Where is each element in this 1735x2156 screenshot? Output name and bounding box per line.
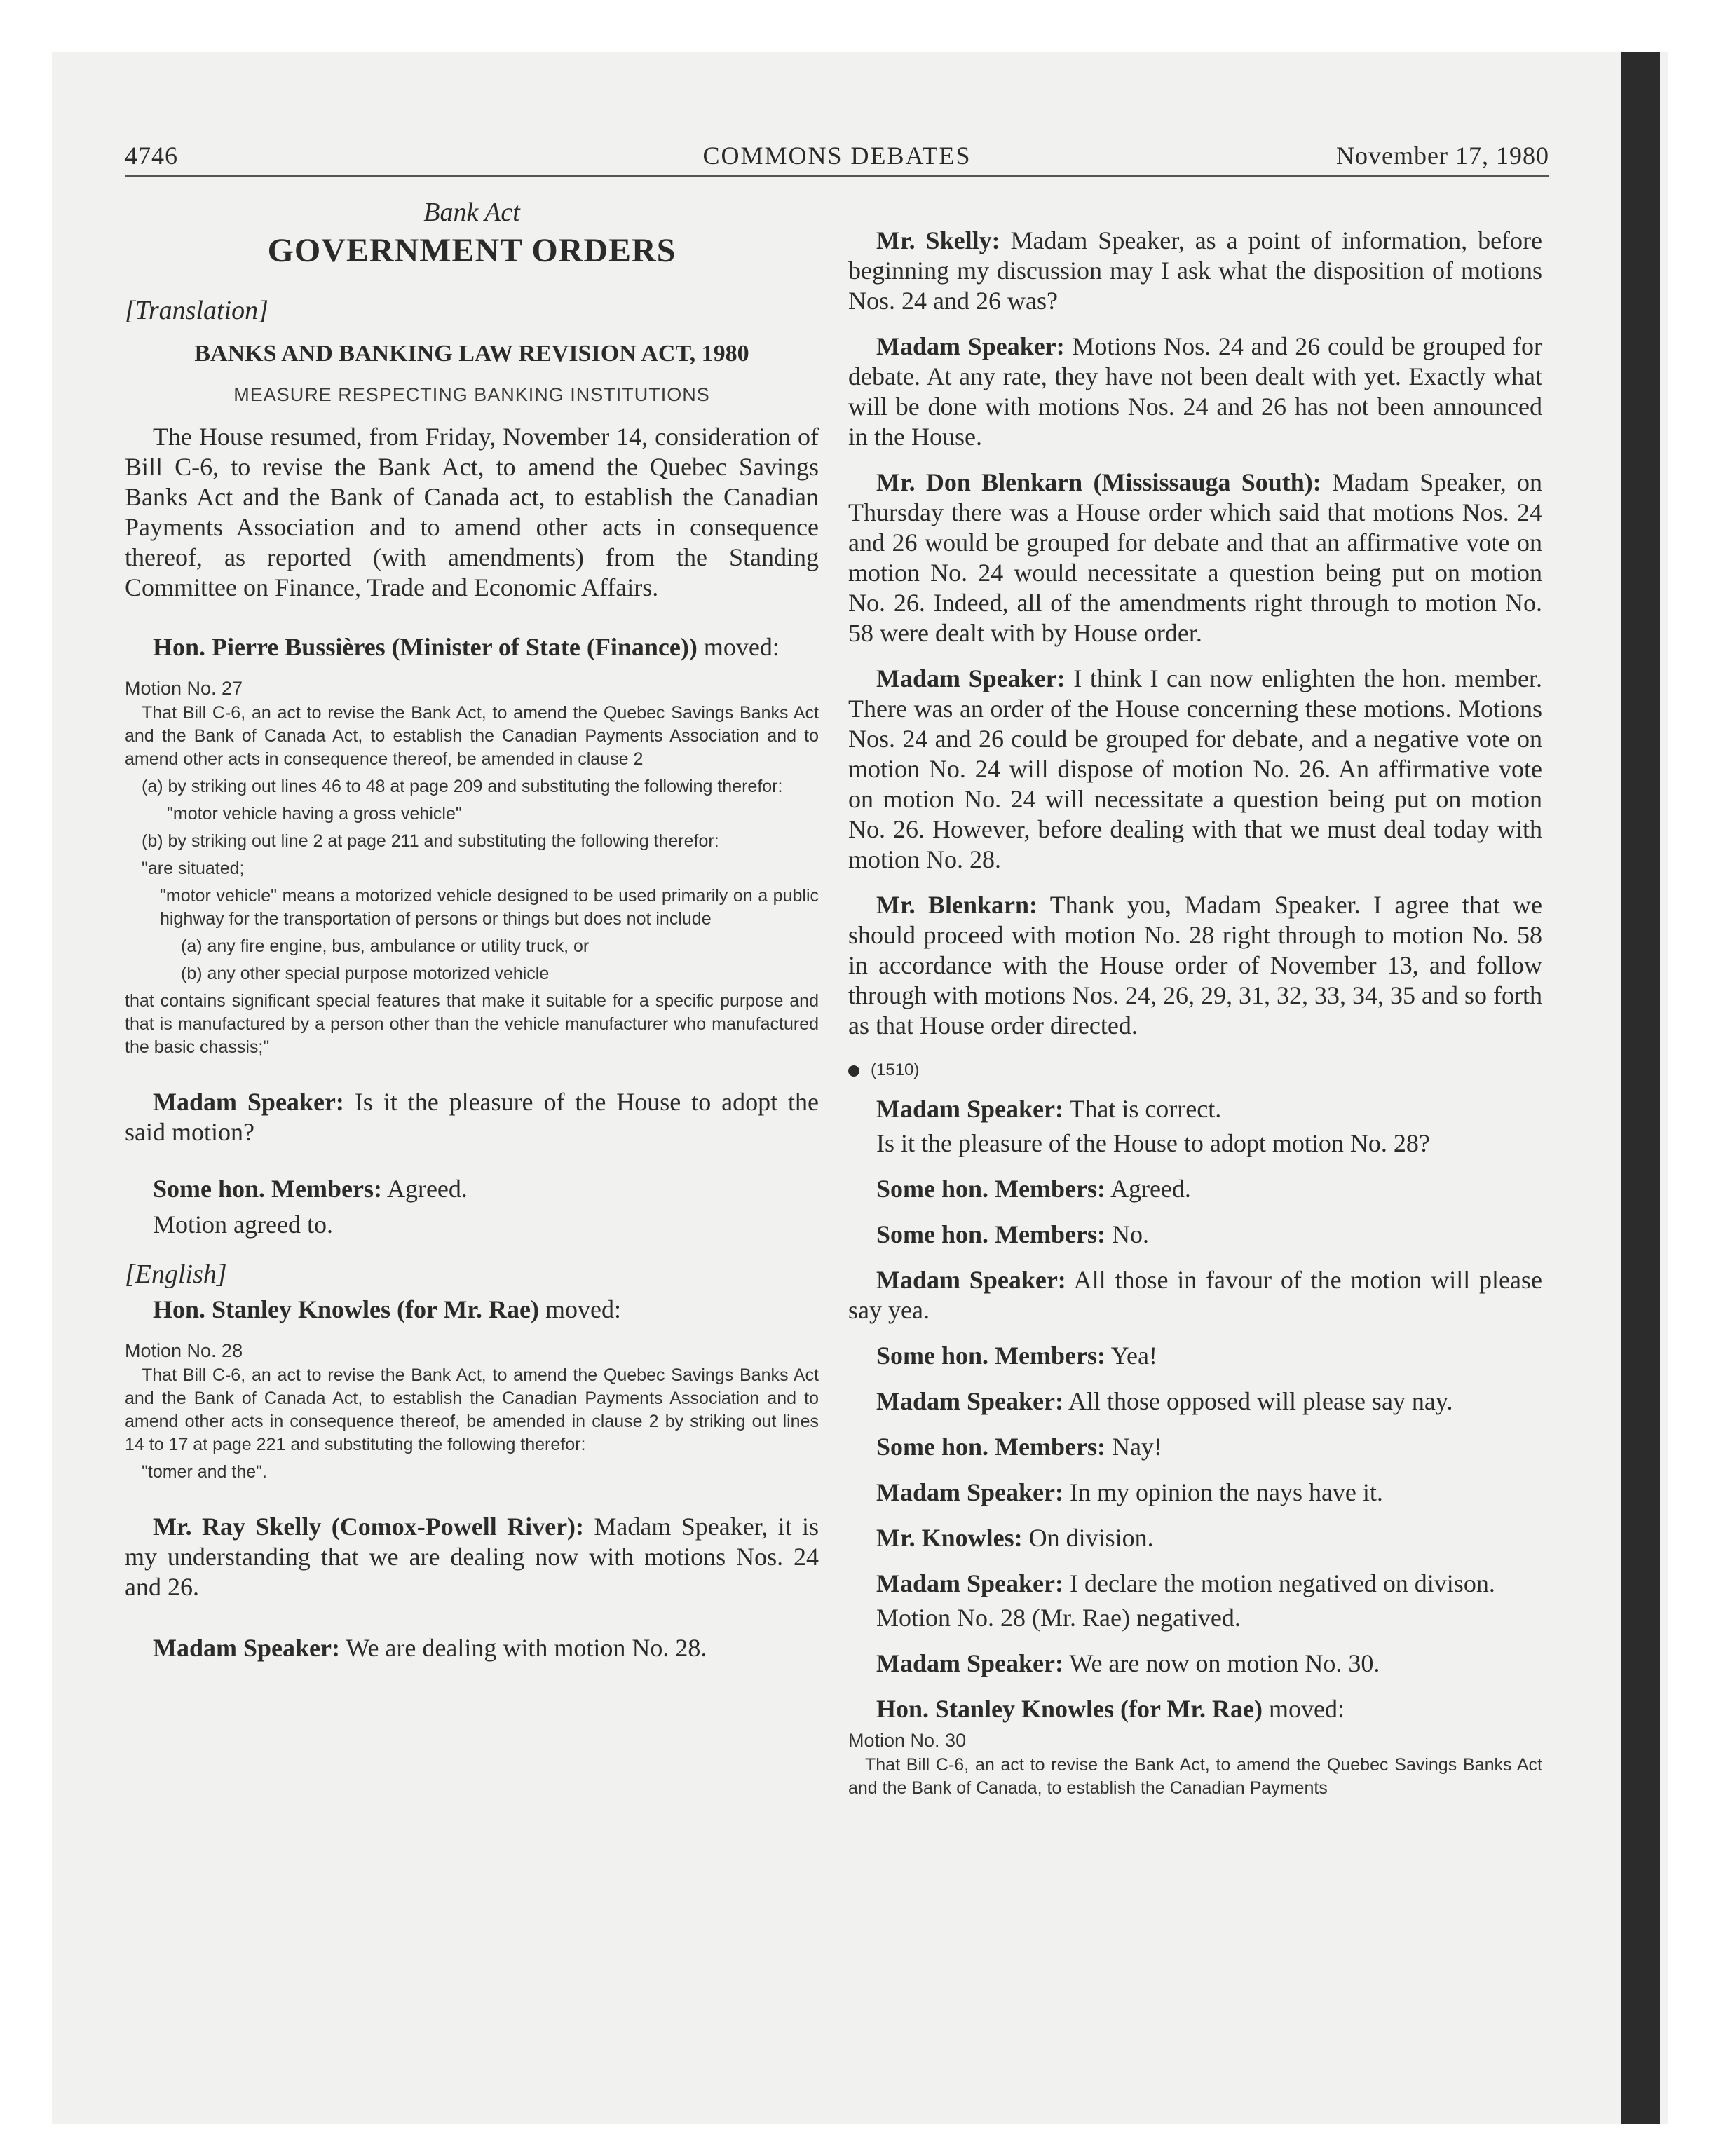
motion-27-heading: Motion No. 27 [125,678,243,699]
speech-text: On division. [1028,1524,1154,1552]
speech-text: All those in favour of the motion will please say yea. [848,1266,1542,1324]
speech-madam-speaker [848,664,1542,875]
motion-27-quote-start: "are situated; [142,859,245,878]
motion-27-quote: "motor vehicle having a gross vehicle" [167,804,462,824]
motion-28-negatived: Motion No. 28 (Mr. Rae) negatived. [876,1604,1241,1632]
speech-text: In my opinion the nays have it. [1069,1478,1383,1506]
section-title: GOVERNMENT ORDERS [267,232,676,269]
speech-skelly [848,226,1542,316]
motion-28-quote: "tomer and the". [142,1462,267,1482]
bill-subtitle: MEASURE RESPECTING BANKING INSTITUTIONS [233,384,710,405]
speech-madam-speaker [848,1649,1542,1679]
speech-some-hon-members [125,1174,819,1204]
speaker-name: Mr. Knowles: [876,1524,1023,1552]
speaker-name: Madam Speaker: [876,664,1066,692]
speaker-name: Madam Speaker: [876,332,1065,360]
speech-madam-speaker [848,1386,1542,1417]
resumed-paragraph: The House resumed, from Friday, November 14, consideration of Bill C-6, to revise the Bank Act, to amend the Quebec Savings Banks Act and the Bank of Canada act, to establish the Canadian Payments Association and to amend other acts in consequence thereof, as reported (with amendments) from the Standing Committee on Finance, Trade and Economic Affairs. [125,423,819,601]
speech-madam-speaker [125,1633,819,1663]
bill-title: BANKS AND BANKING LAW REVISION ACT, 1980 [194,341,749,367]
right-column [848,226,1542,1800]
speech-madam-speaker [848,1478,1542,1508]
speech-text: Nay! [1111,1433,1162,1461]
speaker-name: Hon. Pierre Bussières (Minister of State (Finance)) [153,633,698,661]
speech-text: I declare the motion negatived on divison. [1069,1569,1495,1597]
speech-text: We are now on motion No. 30. [1069,1649,1380,1677]
time-marker [848,1056,1542,1084]
speech-madam-speaker [848,332,1542,452]
speech-some-hon-members [848,1220,1542,1250]
speaker-name: Some hon. Members: [876,1433,1105,1461]
speaker-name: Madam Speaker: [876,1478,1063,1506]
speech-text: All those opposed will please say nay. [1068,1387,1453,1415]
page-number: 4746 [125,142,178,170]
speech-some-hon-members [848,1432,1542,1462]
speech-text: That is correct. [1069,1095,1222,1123]
speaker-name: Mr. Skelly: [876,226,1000,254]
speech-madam-speaker [848,1569,1542,1599]
speaker-name: Hon. Stanley Knowles (for Mr. Rae) [153,1295,539,1323]
speaker-name: Some hon. Members: [876,1342,1105,1370]
speech-knowles [848,1523,1542,1553]
publication-date: November 17, 1980 [1336,142,1549,170]
speaker-name: Some hon. Members: [876,1220,1105,1248]
motion-30-text: That Bill C-6, an act to revise the Bank Act, to amend the Quebec Savings Banks Act and the Bank of Canada, to establish the Canadian Payments [848,1755,1542,1798]
language-tag-translation: [Translation] [125,296,268,325]
speech-text: We are dealing with motion No. 28. [346,1634,707,1662]
motion-27-item-a: (a) any fire engine, bus, ambulance or utility truck, or [181,936,590,956]
speaker-name: Hon. Stanley Knowles (for Mr. Rae) [876,1695,1263,1723]
speech-text: Madam Speaker, on Thursday there was a House order which said that motions Nos. 24 and 26 would be grouped for debate and that an affirmative vote on motion No. 24 would necessitate a question being put on motion No. 26. Indeed, all of the amendments right through to motion No. 58 were dealt with by House order. [848,468,1542,647]
speech-some-hon-members [848,1174,1542,1204]
motion-27-definition: "motor vehicle" means a motorized vehicle designed to be used primarily on a public highway for the transportation of persons or things but does not include [160,886,819,929]
speaker-name: Some hon. Members: [153,1175,382,1203]
motion-28-heading: Motion No. 28 [125,1340,243,1361]
speech-text: Agreed. [386,1175,468,1203]
speech-text: Is it the pleasure of the House to adopt the said motion? [125,1088,819,1146]
page-edge-shadow [1621,52,1660,2124]
speaker-name: Madam Speaker: [876,1387,1063,1415]
bullet-icon [848,1065,859,1077]
speech-text: Agreed. [1110,1175,1191,1203]
speaker-name: Mr. Don Blenkarn (Mississauga South): [876,468,1321,496]
speech-bussieres [125,632,819,662]
speech-text: Motions Nos. 24 and 26 could be grouped for debate. At any rate, they have not been dealt with yet. Exactly what will be done with motions Nos. 24 and 26 has not been announced in the House. [848,332,1542,451]
motion-27-item-b: (b) any other special purpose motorized vehicle [181,964,550,983]
speech-knowles [848,1694,1542,1724]
subject-heading: Bank Act [423,198,520,227]
language-tag-english: [English] [125,1260,227,1289]
speaker-name: Madam Speaker: [876,1266,1066,1294]
speech-text: Thank you, Madam Speaker. I agree that we should proceed with motion No. 28 right through to motion No. 58 in accordance with the House order of November 13, and follow through with motions Nos. 24, 26, 29, 31, 32, 33, 34, 35 and so forth as that House order directed. [848,891,1542,1039]
speech-text: moved: [545,1295,621,1323]
speaker-name: Mr. Blenkarn: [876,891,1038,919]
speech-question: Is it the pleasure of the House to adopt motion No. 28? [876,1129,1430,1157]
speech-blenkarn [848,890,1542,1041]
left-column [125,196,819,1679]
speech-blenkarn [848,468,1542,648]
speaker-name: Madam Speaker: [876,1569,1063,1597]
speaker-name: Madam Speaker: [876,1649,1063,1677]
speaker-name: Some hon. Members: [876,1175,1105,1203]
speaker-name: Mr. Ray Skelly (Comox-Powell River): [153,1513,585,1541]
speech-madam-speaker [848,1094,1542,1124]
motion-agreed: Motion agreed to. [153,1210,333,1239]
speech-text: moved: [1268,1695,1345,1723]
motion-28-text: That Bill C-6, an act to revise the Bank Act, to amend the Quebec Savings Banks Act and the Bank of Canada Act, to establish the Canadian Payments Association and to amend other acts in consequence thereof, be amended in clause 2 by striking out lines 14 to 17 at page 221 and substituting the following therefor: [125,1365,819,1454]
motion-27-clause-a: (a) by striking out lines 46 to 48 at page 209 and substituting the following therefor: [142,777,783,796]
speaker-name: Madam Speaker: [153,1088,344,1116]
speech-madam-speaker [848,1265,1542,1325]
speech-text: I think I can now enlighten the hon. member. There was an order of the House concerning these motions. Motions Nos. 24 and 26 could be grouped for debate, and a negative vote on motion No. 24 will dispose of motion No. 26. An affirmative vote on motion No. 24 will necessitate a question being put on motion No. 26. However, before dealing with that we must deal today with motion No. 28. [848,664,1542,873]
speech-text: Yea! [1110,1342,1157,1370]
speech-knowles [125,1295,819,1325]
motion-30-heading: Motion No. 30 [848,1730,967,1751]
motion-27-closing: that contains significant special features that make it suitable for a specific purpose and that is manufactured by a person other than the vehicle manufacturer who manufactured the basic chassis;" [125,991,819,1057]
speech-text: No. [1111,1220,1149,1248]
speech-text: Madam Speaker, as a point of information, before beginning my discussion may I ask what the disposition of motions Nos. 24 and 26 was? [848,226,1543,315]
time-marker-text: (1510) [871,1060,920,1079]
running-header [125,140,1549,177]
speech-skelly [125,1512,819,1602]
speech-text: Madam Speaker, it is my understanding that we are dealing now with motions Nos. 24 and 26. [125,1513,819,1601]
speech-madam-speaker [125,1087,819,1147]
motion-27-text: That Bill C-6, an act to revise the Bank Act, to amend the Quebec Savings Banks Act and the Bank of Canada Act, to establish the Canadian Payments Association and to amend other acts in consequence thereof, be amended in clause 2 [125,703,819,769]
speech-some-hon-members [848,1341,1542,1371]
speaker-name: Madam Speaker: [876,1095,1063,1123]
motion-27-clause-b: (b) by striking out line 2 at page 211 and substituting the following therefor: [142,831,719,851]
publication-title: COMMONS DEBATES [702,142,972,170]
speaker-name: Madam Speaker: [153,1634,340,1662]
speech-text: moved: [703,633,780,661]
